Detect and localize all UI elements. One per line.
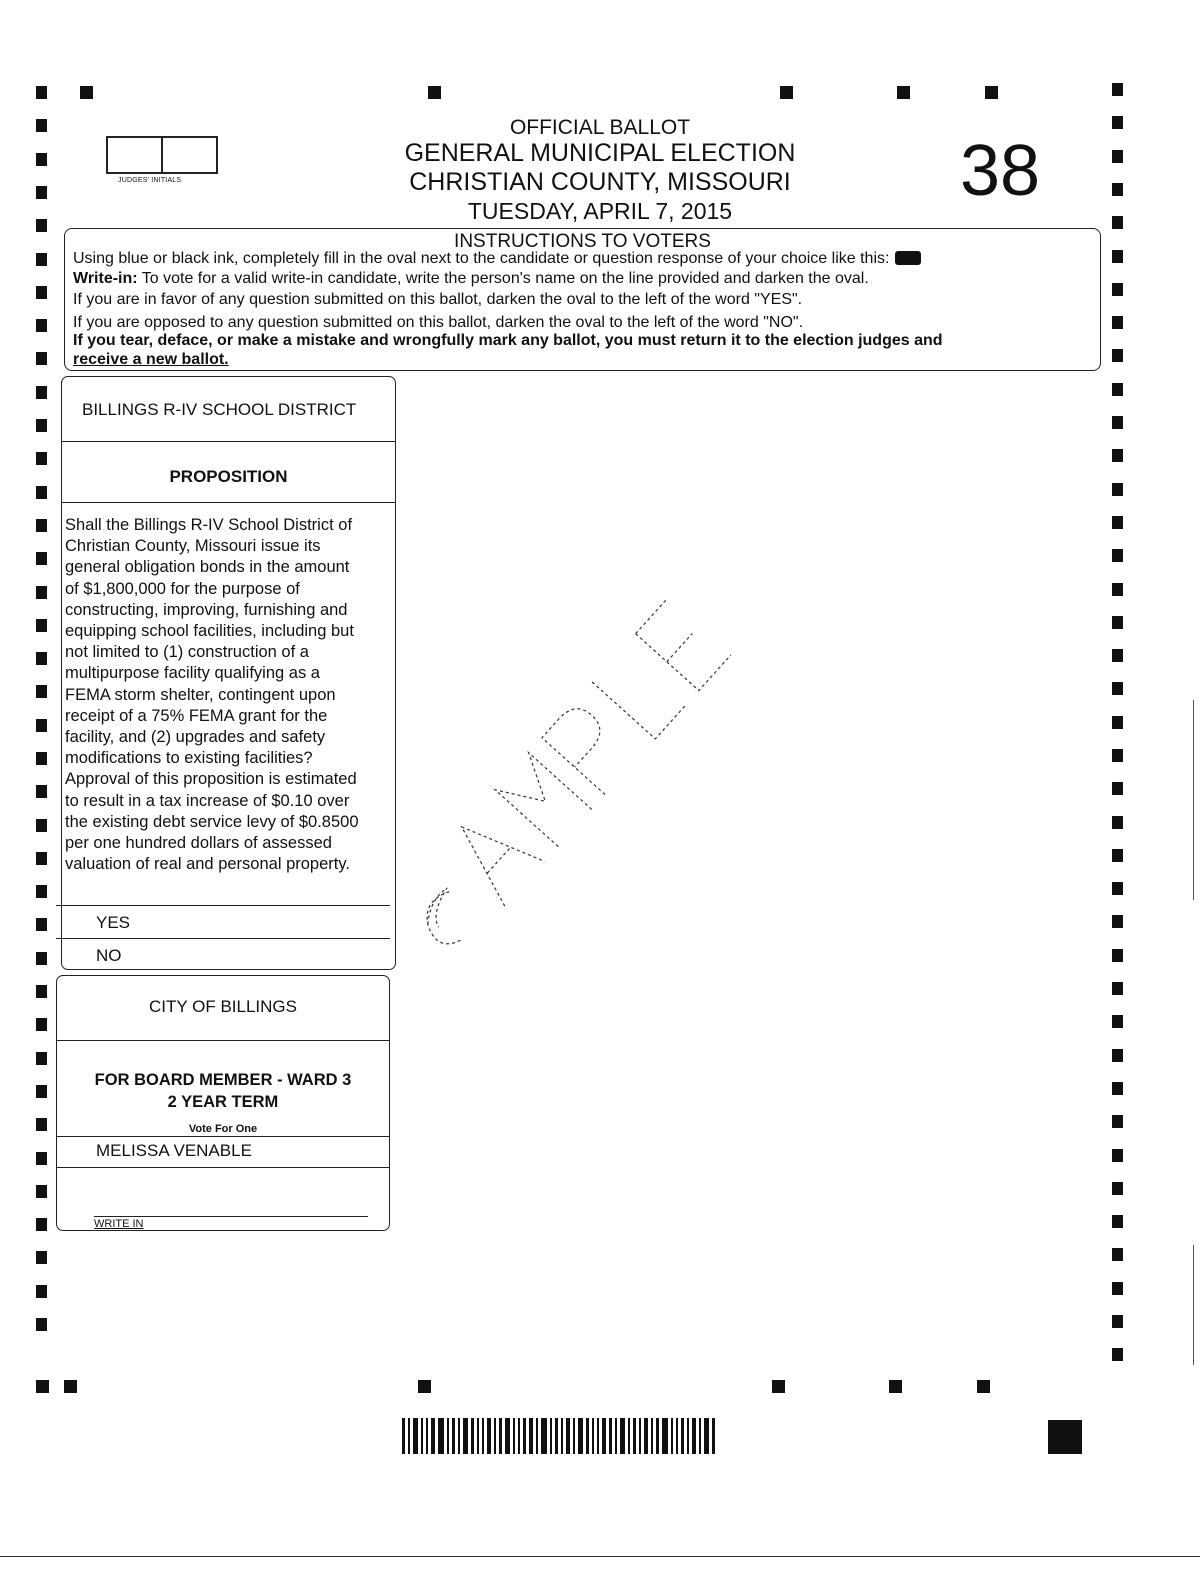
timing-mark [1112, 483, 1123, 496]
timing-mark [36, 452, 47, 465]
barcode-bar [676, 1418, 678, 1454]
timing-mark [889, 1380, 902, 1393]
ballot-number: 38 [960, 131, 1041, 211]
timing-mark [985, 86, 998, 99]
timing-mark [36, 1218, 47, 1231]
timing-mark [1112, 349, 1123, 362]
divider [61, 441, 396, 442]
barcode-bar [555, 1418, 558, 1454]
proposition-line: modifications to existing facilities? [65, 749, 313, 768]
barcode-bar [615, 1418, 617, 1454]
timing-mark [1112, 849, 1123, 862]
instruction-line-ink: Using blue or black ink, completely fill in the oval next to the candidate or question response of your choice like this: [73, 250, 921, 268]
divider [56, 1167, 390, 1168]
timing-mark [36, 785, 47, 798]
timing-mark [1112, 1082, 1123, 1095]
timing-mark [80, 86, 93, 99]
barcode-bar [681, 1418, 684, 1454]
barcode-bar [499, 1418, 502, 1454]
timing-mark [1112, 416, 1123, 429]
proposition-line: the existing debt service levy of $0.8500 [65, 812, 359, 831]
timing-mark [418, 1380, 431, 1393]
timing-mark [36, 519, 47, 532]
barcode-bar [644, 1418, 648, 1454]
barcode-bar [482, 1418, 484, 1454]
timing-mark [780, 86, 793, 99]
timing-mark [1112, 216, 1123, 229]
barcode-bar [609, 1418, 612, 1454]
instructions-panel [64, 228, 1101, 371]
barcode-bar [529, 1418, 533, 1454]
barcode-bar [586, 1418, 589, 1454]
timing-mark [36, 486, 47, 499]
timing-mark [1112, 549, 1123, 562]
proposition-line: constructing, improving, furnishing and [65, 600, 348, 619]
timing-mark [36, 1380, 49, 1393]
barcode-bar [712, 1418, 715, 1454]
instructions-title: INSTRUCTIONS TO VOTERS [454, 231, 711, 252]
timing-mark [1112, 1149, 1123, 1162]
proposition-line: FEMA storm shelter, contingent upon [65, 685, 336, 704]
barcode-bar [592, 1418, 594, 1454]
proposition-line: Approval of this proposition is estimated [65, 770, 357, 789]
timing-mark [36, 1052, 47, 1065]
proposition-line: not limited to (1) construction of a [65, 643, 309, 662]
timing-mark [897, 86, 910, 99]
timing-mark [977, 1380, 990, 1393]
timing-mark [1112, 449, 1123, 462]
sample-watermark [318, 540, 838, 960]
timing-mark [36, 119, 47, 132]
timing-mark [1112, 949, 1123, 962]
timing-mark [1112, 882, 1123, 895]
timing-mark [36, 153, 47, 166]
timing-mark [1112, 749, 1123, 762]
proposition-line: general obligation bonds in the amount [65, 558, 350, 577]
barcode-bar [513, 1418, 515, 1454]
timing-mark [36, 219, 47, 232]
proposition-line: valuation of real and personal property. [65, 855, 350, 874]
election-date: TUESDAY, APRIL 7, 2015 [467, 198, 733, 224]
timing-mark [36, 1085, 47, 1098]
timing-mark [1112, 649, 1123, 662]
timing-mark [36, 1251, 47, 1264]
barcode-bar [494, 1418, 496, 1454]
timing-mark [1112, 83, 1123, 96]
office-title: FOR BOARD MEMBER - WARD 3 [94, 1071, 352, 1089]
proposition-line: to result in a tax increase of $0.10 over [65, 791, 350, 810]
barcode-bar [656, 1418, 659, 1454]
barcode-bar [523, 1418, 526, 1454]
timing-mark [1112, 583, 1123, 596]
timing-mark [1112, 316, 1123, 329]
page-edge-line [1193, 1245, 1194, 1365]
timing-mark [36, 419, 47, 432]
barcode-bar [518, 1418, 520, 1454]
barcode-bar [471, 1418, 474, 1454]
no-option[interactable]: NO [96, 946, 122, 965]
divider [61, 502, 396, 503]
instruction-line-no: If you are opposed to any question submitted on this ballot, darken the oval to the left of the word "NO". [73, 314, 804, 331]
barcode-bar [477, 1418, 479, 1454]
barcode-bar [671, 1418, 673, 1454]
barcode-bar [438, 1418, 444, 1454]
timing-mark [36, 1285, 47, 1298]
timing-mark [1112, 1015, 1123, 1028]
timing-mark [1112, 383, 1123, 396]
barcode-bar [602, 1418, 606, 1454]
timing-mark [36, 719, 47, 732]
divider [56, 1040, 390, 1041]
barcode-bar [458, 1418, 460, 1454]
proposition-line: per one hundred dollars of assessed [65, 834, 332, 853]
timing-mark [1112, 682, 1123, 695]
timing-mark [36, 619, 47, 632]
barcode-bar [463, 1418, 468, 1454]
barcode [402, 1418, 718, 1454]
timing-mark [36, 253, 47, 266]
timing-mark [1112, 1248, 1123, 1261]
timing-mark [36, 852, 47, 865]
barcode-bar [487, 1418, 491, 1454]
school-district-name: BILLINGS R-IV SCHOOL DISTRICT [82, 400, 357, 419]
term-length: 2 YEAR TERM [167, 1093, 279, 1111]
timing-mark [64, 1380, 77, 1393]
timing-mark [1112, 616, 1123, 629]
proposition-line: Christian County, Missouri issue its [65, 537, 321, 556]
proposition-line: equipping school facilities, including but [65, 622, 354, 641]
timing-mark [1112, 1182, 1123, 1195]
proposition-line: facility, and (2) upgrades and safety [65, 728, 326, 747]
barcode-bar [692, 1418, 696, 1454]
timing-mark [428, 86, 441, 99]
timing-mark [36, 652, 47, 665]
timing-mark [1112, 1115, 1123, 1128]
timing-mark [36, 1018, 47, 1031]
proposition-heading: PROPOSITION [169, 467, 288, 486]
timing-mark [1112, 283, 1123, 296]
page-bottom-edge [0, 1556, 1200, 1557]
timing-mark [36, 885, 47, 898]
timing-mark [36, 319, 47, 332]
barcode-bar [628, 1418, 630, 1454]
timing-mark [36, 1185, 47, 1198]
barcode-bar [402, 1418, 405, 1454]
proposition-line: of $1,800,000 for the purpose of [65, 579, 300, 598]
timing-mark [1112, 150, 1123, 163]
sample-watermark-letters [394, 598, 731, 959]
proposition-line: receipt of a 75% FEMA grant for the [65, 706, 328, 725]
barcode-bar [566, 1418, 570, 1454]
proposition-line: multipurpose facility qualifying as a [65, 664, 320, 683]
timing-mark [1112, 915, 1123, 928]
timing-mark [36, 1152, 47, 1165]
barcode-bar [633, 1418, 636, 1454]
judges-initials-label: JUDGES' INITIALS [118, 177, 182, 184]
timing-mark [36, 819, 47, 832]
barcode-bar [452, 1418, 455, 1454]
barcode-bar [550, 1418, 552, 1454]
timing-mark [36, 985, 47, 998]
proposition-line: Shall the Billings R-IV School District of [65, 516, 353, 534]
timing-mark [36, 918, 47, 931]
timing-mark [36, 286, 47, 299]
timing-mark [36, 752, 47, 765]
timing-mark [1112, 183, 1123, 196]
write-in-line[interactable] [94, 1216, 368, 1217]
barcode-bar [573, 1418, 575, 1454]
instruction-line-mistake: If you tear, deface, or make a mistake and wrongfully mark any ballot, you must return it to the election judges and [73, 332, 943, 349]
timing-mark [1112, 1315, 1123, 1328]
timing-mark [1112, 1282, 1123, 1295]
official-ballot-title: OFFICIAL BALLOT [509, 116, 691, 139]
timing-mark [36, 586, 47, 599]
barcode-bar [699, 1418, 701, 1454]
barcode-bar [578, 1418, 583, 1454]
instruction-line-new-ballot: receive a new ballot. [73, 351, 229, 368]
timing-mark [36, 552, 47, 565]
barcode-bar [541, 1418, 547, 1454]
barcode-bar [536, 1418, 538, 1454]
timing-mark [36, 1318, 47, 1331]
barcode-bar [505, 1418, 510, 1454]
timing-mark [36, 352, 47, 365]
barcode-bar [651, 1418, 653, 1454]
timing-mark [1112, 1215, 1123, 1228]
timing-mark [1112, 716, 1123, 729]
timing-mark [1112, 250, 1123, 263]
barcode-bar [408, 1418, 410, 1454]
timing-mark [1112, 116, 1123, 129]
timing-mark [36, 186, 47, 199]
timing-mark [36, 685, 47, 698]
timing-mark [1112, 516, 1123, 529]
vote-for-one: Vote For One [188, 1123, 258, 1135]
barcode-bar [447, 1418, 449, 1454]
candidate-melissa-venable[interactable]: MELISSA VENABLE [96, 1141, 252, 1160]
filled-oval-example-icon [895, 251, 921, 265]
barcode-bar [620, 1418, 625, 1454]
timing-mark [36, 952, 47, 965]
barcode-bar [421, 1418, 423, 1454]
yes-option[interactable]: YES [96, 913, 131, 932]
timing-mark [1112, 1348, 1123, 1361]
county-title: CHRISTIAN COUNTY, MISSOURI [409, 168, 791, 196]
barcode-bar [413, 1418, 418, 1454]
timing-mark [36, 86, 47, 99]
barcode-bar [704, 1418, 709, 1454]
barcode-bar [662, 1418, 668, 1454]
timing-mark [36, 1118, 47, 1131]
corner-block-mark [1048, 1420, 1082, 1454]
timing-mark [1112, 982, 1123, 995]
barcode-bar [561, 1418, 563, 1454]
timing-mark [1112, 782, 1123, 795]
divider [56, 1136, 390, 1137]
barcode-bar [426, 1418, 428, 1454]
city-name: CITY OF BILLINGS [148, 997, 297, 1016]
barcode-bar [687, 1418, 689, 1454]
timing-mark [772, 1380, 785, 1393]
write-in-label: WRITE IN [94, 1218, 144, 1230]
barcode-bar [597, 1418, 599, 1454]
timing-mark [1112, 1049, 1123, 1062]
barcode-bar [639, 1418, 641, 1454]
instruction-line-write-in: Write-in: To vote for a valid write-in candidate, write the person's name on the line provided and darken the oval. [73, 270, 869, 287]
page-edge-line [1193, 700, 1194, 900]
timing-mark [1112, 816, 1123, 829]
instruction-line-yes: If you are in favor of any question submitted on this ballot, darken the oval to the left of the word "YES". [73, 291, 803, 308]
election-title: GENERAL MUNICIPAL ELECTION [404, 139, 796, 167]
barcode-bar [431, 1418, 435, 1454]
timing-mark [36, 386, 47, 399]
